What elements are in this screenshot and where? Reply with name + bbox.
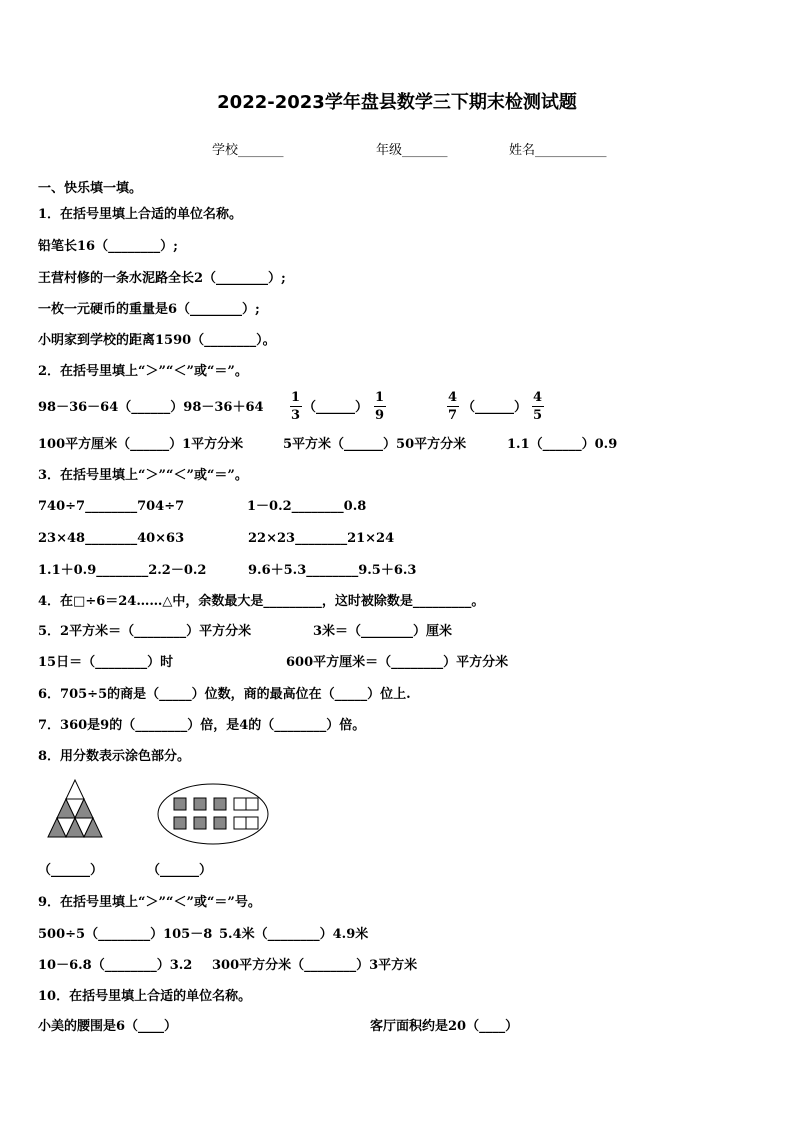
q5-b: 3米＝（________）厘米: [313, 624, 453, 639]
fraction-numerator: 4: [448, 390, 458, 405]
q5-d: 600平方厘米＝（________）平方分米: [286, 655, 509, 670]
question-4: 4．在□÷6＝24……△中，余数最大是_________，这时被除数是_________。: [38, 594, 485, 609]
ellipse-squares-figure: [155, 781, 271, 851]
q9-b: 5.4米（________）4.9米: [219, 927, 369, 942]
q9-a: 500÷5（________）105－8: [38, 927, 213, 942]
square-cell: [174, 798, 186, 810]
fraction-denominator: 3: [291, 408, 301, 423]
q2-compare-c2: 5平方米（______）50平方分米: [283, 437, 467, 452]
q2-blank-1: （______）: [303, 400, 369, 415]
fraction-denominator: 9: [375, 408, 385, 423]
question-1-stem: 1．在括号里填上合适的单位名称。: [38, 207, 243, 222]
fraction-numerator: 1: [291, 390, 301, 405]
square-cell: [194, 798, 206, 810]
q2-compare-a: 98－36－64（______）98－36＋64: [38, 400, 264, 415]
fraction-numerator: 4: [533, 390, 543, 405]
q5-c: 15日＝（________）时: [38, 655, 174, 670]
square-cell: [234, 798, 246, 810]
school-field[interactable]: 学校_______: [212, 143, 284, 158]
square-cell: [214, 798, 226, 810]
q8-blank-2: （______）: [147, 863, 213, 878]
square-cell: [234, 817, 246, 829]
fraction-numerator: 1: [375, 390, 385, 405]
q1-line-1: 铅笔长16（________）;: [38, 239, 178, 254]
q3-row3-b: 9.6＋5.3________9.5＋6.3: [248, 563, 417, 578]
question-6: 6．705÷5的商是（_____）位数，商的最高位在（_____）位上.: [38, 687, 411, 702]
fraction-denominator: 7: [448, 408, 458, 423]
q2-compare-c3: 1.1（______）0.9: [507, 437, 618, 452]
q2-compare-c1: 100平方厘米（______）1平方分米: [38, 437, 244, 452]
q1-line-4: 小明家到学校的距离1590（________）。: [38, 333, 276, 348]
q3-row2-b: 22×23________21×24: [248, 531, 395, 546]
q9-d: 300平方分米（________）3平方米: [212, 958, 418, 973]
square-cell: [214, 817, 226, 829]
question-10-stem: 10．在括号里填上合适的单位名称。: [38, 989, 252, 1004]
triangle-figure: [40, 778, 110, 848]
q1-line-3: 一枚一元硬币的重量是6（________）;: [38, 302, 260, 317]
question-2-stem: 2．在括号里填上“＞”“＜”或“＝”。: [38, 364, 248, 379]
q10-b: 客厅面积约是20（____）: [370, 1019, 519, 1034]
q10-a: 小美的腰围是6（____）: [38, 1019, 178, 1034]
question-3-stem: 3．在括号里填上“＞”“＜”或“＝”。: [38, 468, 248, 483]
q3-row1-a: 740÷7________704÷7: [38, 499, 185, 514]
fraction-denominator: 5: [533, 408, 543, 423]
question-7: 7．360是9的（________）倍，是4的（________）倍。: [38, 718, 366, 733]
fraction-1-3: [289, 390, 302, 423]
name-field[interactable]: 姓名___________: [509, 143, 607, 158]
page-title: 2022-2023学年盘县数学三下期末检测试题: [217, 92, 577, 113]
q3-row2-a: 23×48________40×63: [38, 531, 185, 546]
grade-field[interactable]: 年级_______: [376, 143, 448, 158]
q3-row3-a: 1.1＋0.9________2.2－0.2: [38, 563, 207, 578]
triangle-cell: [66, 780, 84, 799]
q1-line-2: 王营村修的一条水泥路全长2（________）;: [38, 271, 286, 286]
q2-blank-2: （______）: [462, 400, 528, 415]
question-8-stem: 8．用分数表示涂色部分。: [38, 749, 191, 764]
q8-blank-1: （______）: [38, 863, 104, 878]
q5-a: 5．2平方米＝（________）平方分米: [38, 624, 252, 639]
square-cell: [194, 817, 206, 829]
q9-c: 10－6.8（________）3.2: [38, 958, 193, 973]
section-heading: 一、快乐填一填。: [38, 181, 143, 196]
square-cell: [174, 817, 186, 829]
fraction-1-9: [373, 390, 386, 423]
question-9-stem: 9．在括号里填上“＞”“＜”或“＝”号。: [38, 895, 261, 910]
fraction-4-5: [531, 390, 544, 423]
fraction-4-7: [446, 390, 459, 423]
square-cell: [246, 798, 258, 810]
square-cell: [246, 817, 258, 829]
q3-row1-b: 1－0.2________0.8: [247, 499, 367, 514]
